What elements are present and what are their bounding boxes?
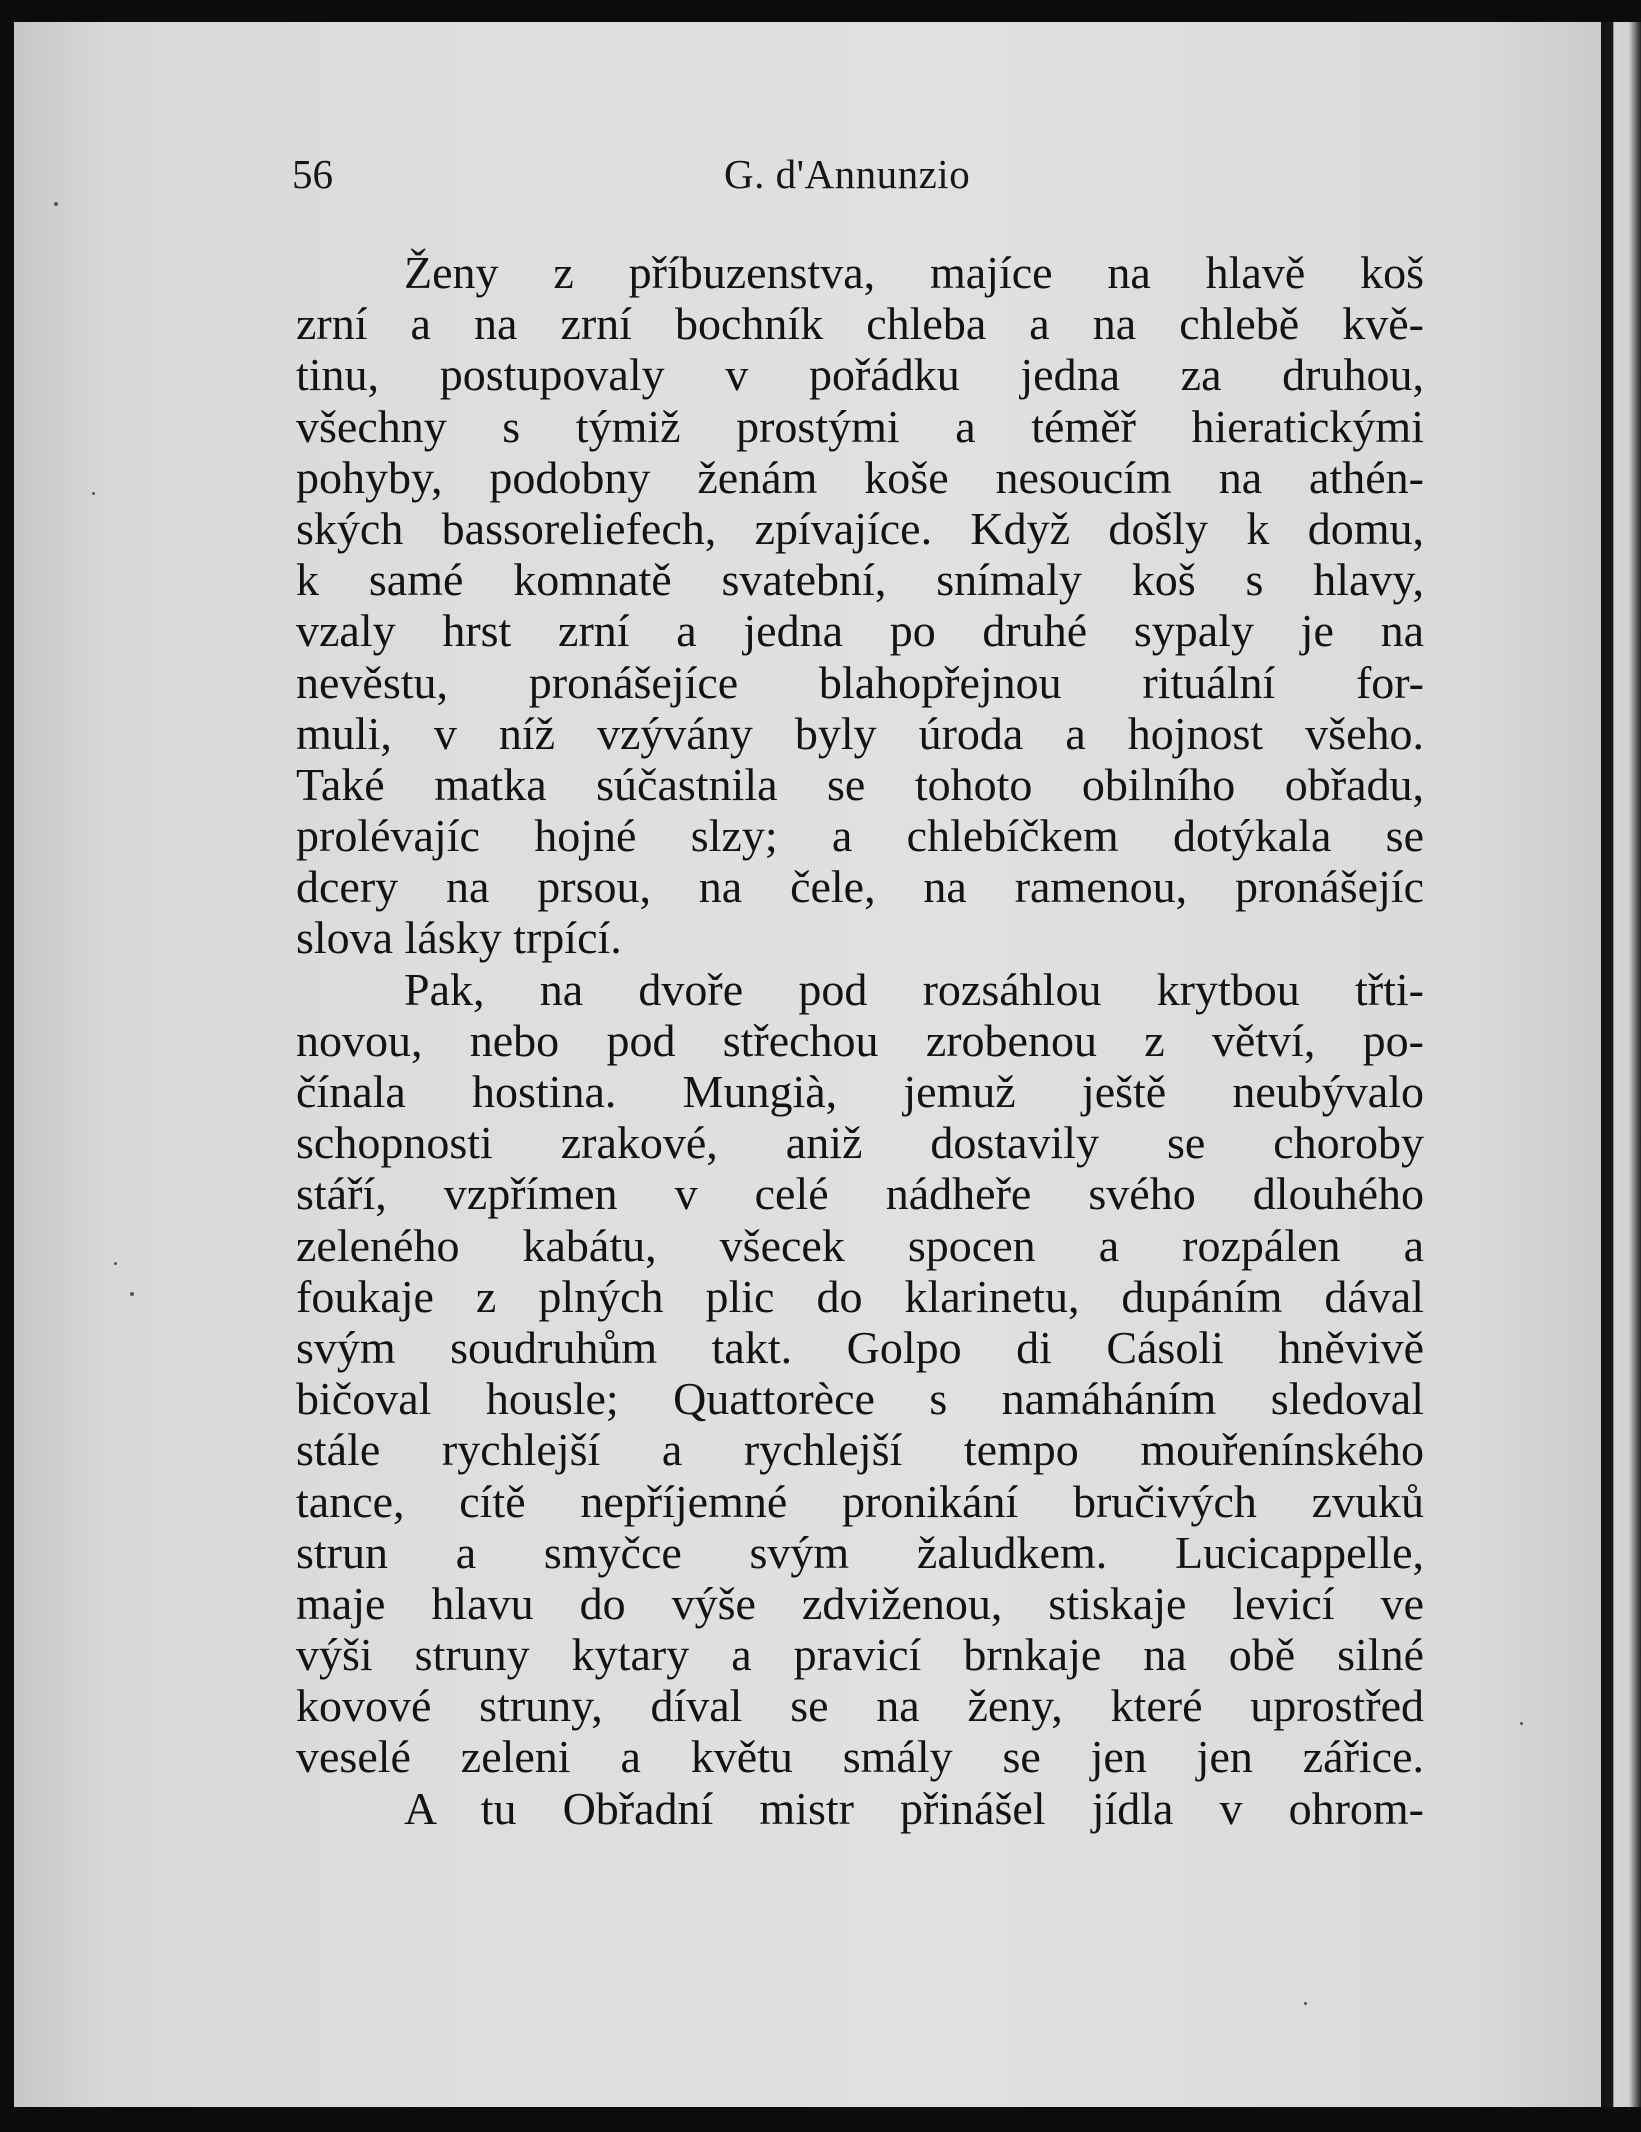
text-line: kovové struny, díval se na ženy, které uprostřed <box>296 1680 1424 1732</box>
text-line: výši struny kytary a pravicí brnkaje na obě silné <box>296 1629 1424 1681</box>
running-head: G. d'Annunzio <box>724 151 971 197</box>
text-line: stáří, vzpřímen v celé nádheře svého dlouhého <box>296 1168 1424 1220</box>
text-line: maje hlavu do výše zdviženou, stiskaje levicí ve <box>296 1577 1424 1629</box>
text-line: zrní a na zrní bochník chleba a na chlebě kvě- <box>296 298 1424 350</box>
page-header <box>282 150 1412 210</box>
text-line: bičoval housle; Quattorèce s namáháním sledoval <box>296 1373 1424 1425</box>
text-line: A tu Obřadní mistr přinášel jídla v ohrom- <box>404 1782 1424 1834</box>
text-line: novou, nebo pod střechou zrobenou z větví, po- <box>296 1014 1424 1066</box>
page-number: 56 <box>292 151 333 197</box>
text-line: nevěstu, pronášejíce blahopřejnou rituální for- <box>296 656 1424 708</box>
scan-speck <box>92 492 95 495</box>
text-line: zeleného kabátu, všecek spocen a rozpálen a <box>296 1219 1424 1271</box>
text-line: strun a smyčce svým žaludkem. Lucicappelle, <box>296 1526 1424 1578</box>
text-line: Také matka súčastnila se tohoto obilního obřadu, <box>296 758 1424 810</box>
text-line: muli, v níž vzývány byly úroda a hojnost všeho. <box>296 707 1424 759</box>
text-line: vzaly hrst zrní a jedna po druhé sypaly je na <box>296 605 1424 657</box>
scan-speck <box>54 202 58 206</box>
body-text <box>296 247 1424 1834</box>
text-line: svým soudruhům takt. Golpo di Cásoli hněvivě <box>296 1321 1424 1373</box>
scan-speck <box>1304 2002 1307 2005</box>
text-line: dcery na prsou, na čele, na ramenou, pronášejíc <box>296 861 1424 913</box>
text-line: prolévajíc hojné slzy; a chlebíčkem dotýkala se <box>296 810 1424 862</box>
scan-speck <box>114 1262 117 1265</box>
text-line: foukaje z plných plic do klarinetu, dupáním dával <box>296 1270 1424 1322</box>
text-line: všechny s týmiž prostými a téměř hieratickými <box>296 400 1424 452</box>
text-line: tinu, postupovaly v pořádku jedna za druhou, <box>296 349 1424 401</box>
text-line: slova lásky trpící. <box>296 912 622 964</box>
text-line: čínala hostina. Mungià, jemuž ještě neubývalo <box>296 1066 1424 1117</box>
scan-speck <box>130 1292 134 1296</box>
text-line: pohyby, podobny ženám koše nesoucím na athén- <box>296 451 1424 503</box>
text-line: Pak, na dvoře pod rozsáhlou krytbou třti- <box>404 963 1424 1015</box>
text-line: schopnosti zrakové, aniž dostavily se choroby <box>296 1117 1424 1169</box>
text-line: k samé komnatě svatební, snímaly koš s hlavy, <box>296 554 1424 606</box>
text-line: tance, cítě nepříjemné pronikání bručivých zvuků <box>296 1475 1424 1527</box>
text-line: Ženy z příbuzenstva, majíce na hlavě koš <box>404 247 1424 298</box>
scan-speck <box>1520 1722 1523 1725</box>
text-line: ských bassoreliefech, zpívajíce. Když došly k domu, <box>296 502 1424 554</box>
text-line: veselé zeleni a květu smály se jen jen zářice. <box>296 1731 1424 1783</box>
adjacent-page-edge <box>1601 22 1641 2107</box>
text-line: stále rychlejší a rychlejší tempo mouřenínského <box>296 1424 1424 1476</box>
